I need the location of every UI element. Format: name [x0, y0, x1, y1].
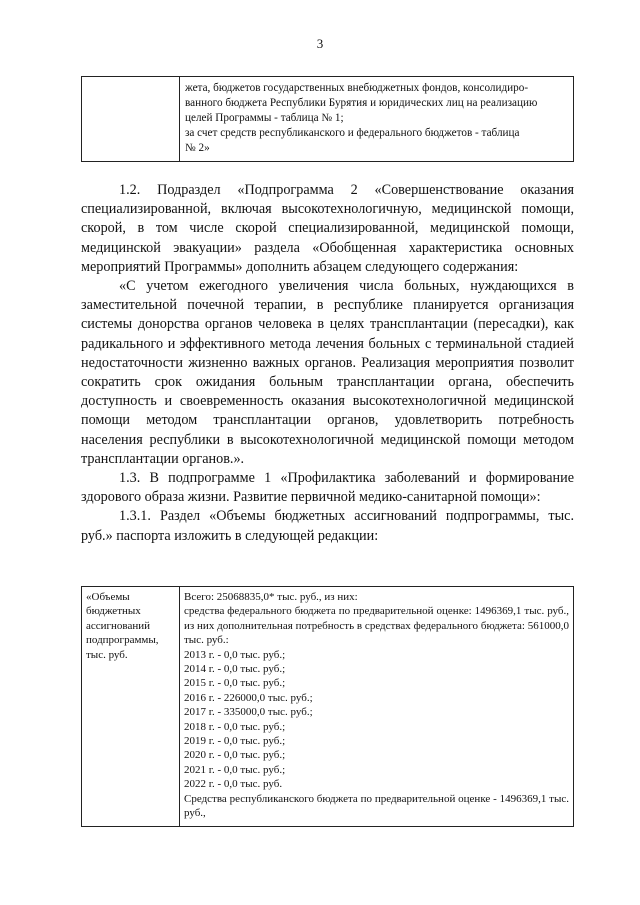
budget-year: 2018 г. - 0,0 тыс. руб.; — [184, 720, 286, 733]
page-number: 3 — [316, 36, 324, 51]
table-line: жета, бюджетов государственных внебюджетных фондов, консолидиро- — [185, 82, 529, 94]
table-row — [82, 77, 574, 162]
paragraph-1-3-1: 1.3.1. Раздел «Объемы бюджетных ассигнований подпрограммы, тыс. руб.» паспорта изложить в следующей редакции: — [81, 508, 574, 544]
budget-year: 2014 г. - 0,0 тыс. руб.; — [184, 663, 286, 676]
table-line: № 2» — [185, 142, 210, 154]
continuation-cell — [180, 77, 574, 162]
budget-republican: Средства республиканского бюджета по предварительной оценке - 1496369,1 тыс. руб., — [184, 792, 569, 820]
document-body — [81, 181, 574, 546]
budget-table — [81, 586, 574, 827]
budget-content-cell — [180, 587, 574, 827]
budget-year: 2020 г. - 0,0 тыс. руб.; — [184, 749, 286, 762]
continuation-table — [81, 76, 574, 162]
budget-federal: средства федерального бюджета по предварительной оценке: 1496369,1 тыс. руб., из них дополнительная потребность в средствах федерального бюджета: 561000,0 тыс. руб.: — [184, 605, 569, 647]
budget-year: 2016 г. - 226000,0 тыс. руб.; — [184, 691, 313, 704]
budget-year: 2015 г. - 0,0 тыс. руб.; — [184, 677, 286, 690]
budget-year: 2019 г. - 0,0 тыс. руб.; — [184, 735, 286, 748]
empty-cell — [82, 77, 180, 162]
paragraph-1-3: 1.3. В подпрограмме 1 «Профилактика заболеваний и формирование здорового образа жизни. Развитие первичной медико-санитарной помощи»: — [81, 470, 574, 506]
table-line: за счет средств республиканского и федерального бюджетов - таблица — [185, 127, 520, 139]
budget-year: 2017 г. - 335000,0 тыс. руб.; — [184, 706, 313, 719]
paragraph-quote: «С учетом ежегодного увеличения числа больных, нуждающихся в заместительной почечной терапии, в республике планируется организация системы донорства органов человека в целях трансплантации (пересадки), как радикального и эффективного метода лечения больных с терминальной стадией недостаточности жизненно важных органов. Реализация мероприятия позволит сократить срок ожидания больным трансплантации органа, обеспечить доступность и своевременность оказания высокотехнологичной медицинской помощи методом трансплантации органов, удовлетворить потребность населения республики в высокотехнологичной медицинской помощи методом трансплантации органов.». — [81, 278, 574, 467]
table-row — [82, 587, 574, 827]
paragraph-1-2: 1.2. Подраздел «Подпрограмма 2 «Совершенствование оказания специализированной, включая высокотехнологичную, медицинской помощи, скорой, в том числе скорой специализированной, медицинской помощи, медицинской эвакуации» раздела «Обобщенная характеристика основных мероприятий Программы» дополнить абзацем следующего содержания: — [81, 182, 574, 275]
budget-year: 2021 г. - 0,0 тыс. руб.; — [184, 763, 286, 776]
table-line: целей Программы - таблица № 1; — [185, 112, 344, 124]
budget-total: Всего: 25068835,0* тыс. руб., из них: — [184, 591, 358, 603]
budget-year: 2022 г. - 0,0 тыс. руб. — [184, 778, 283, 791]
budget-label-cell: «Объемы бюджетных ассигнований подпрограммы, тыс. руб. — [82, 587, 180, 827]
table-line: ванного бюджета Республики Бурятия и юридических лиц на реализацию — [185, 97, 538, 109]
budget-year: 2013 г. - 0,0 тыс. руб.; — [184, 648, 286, 661]
